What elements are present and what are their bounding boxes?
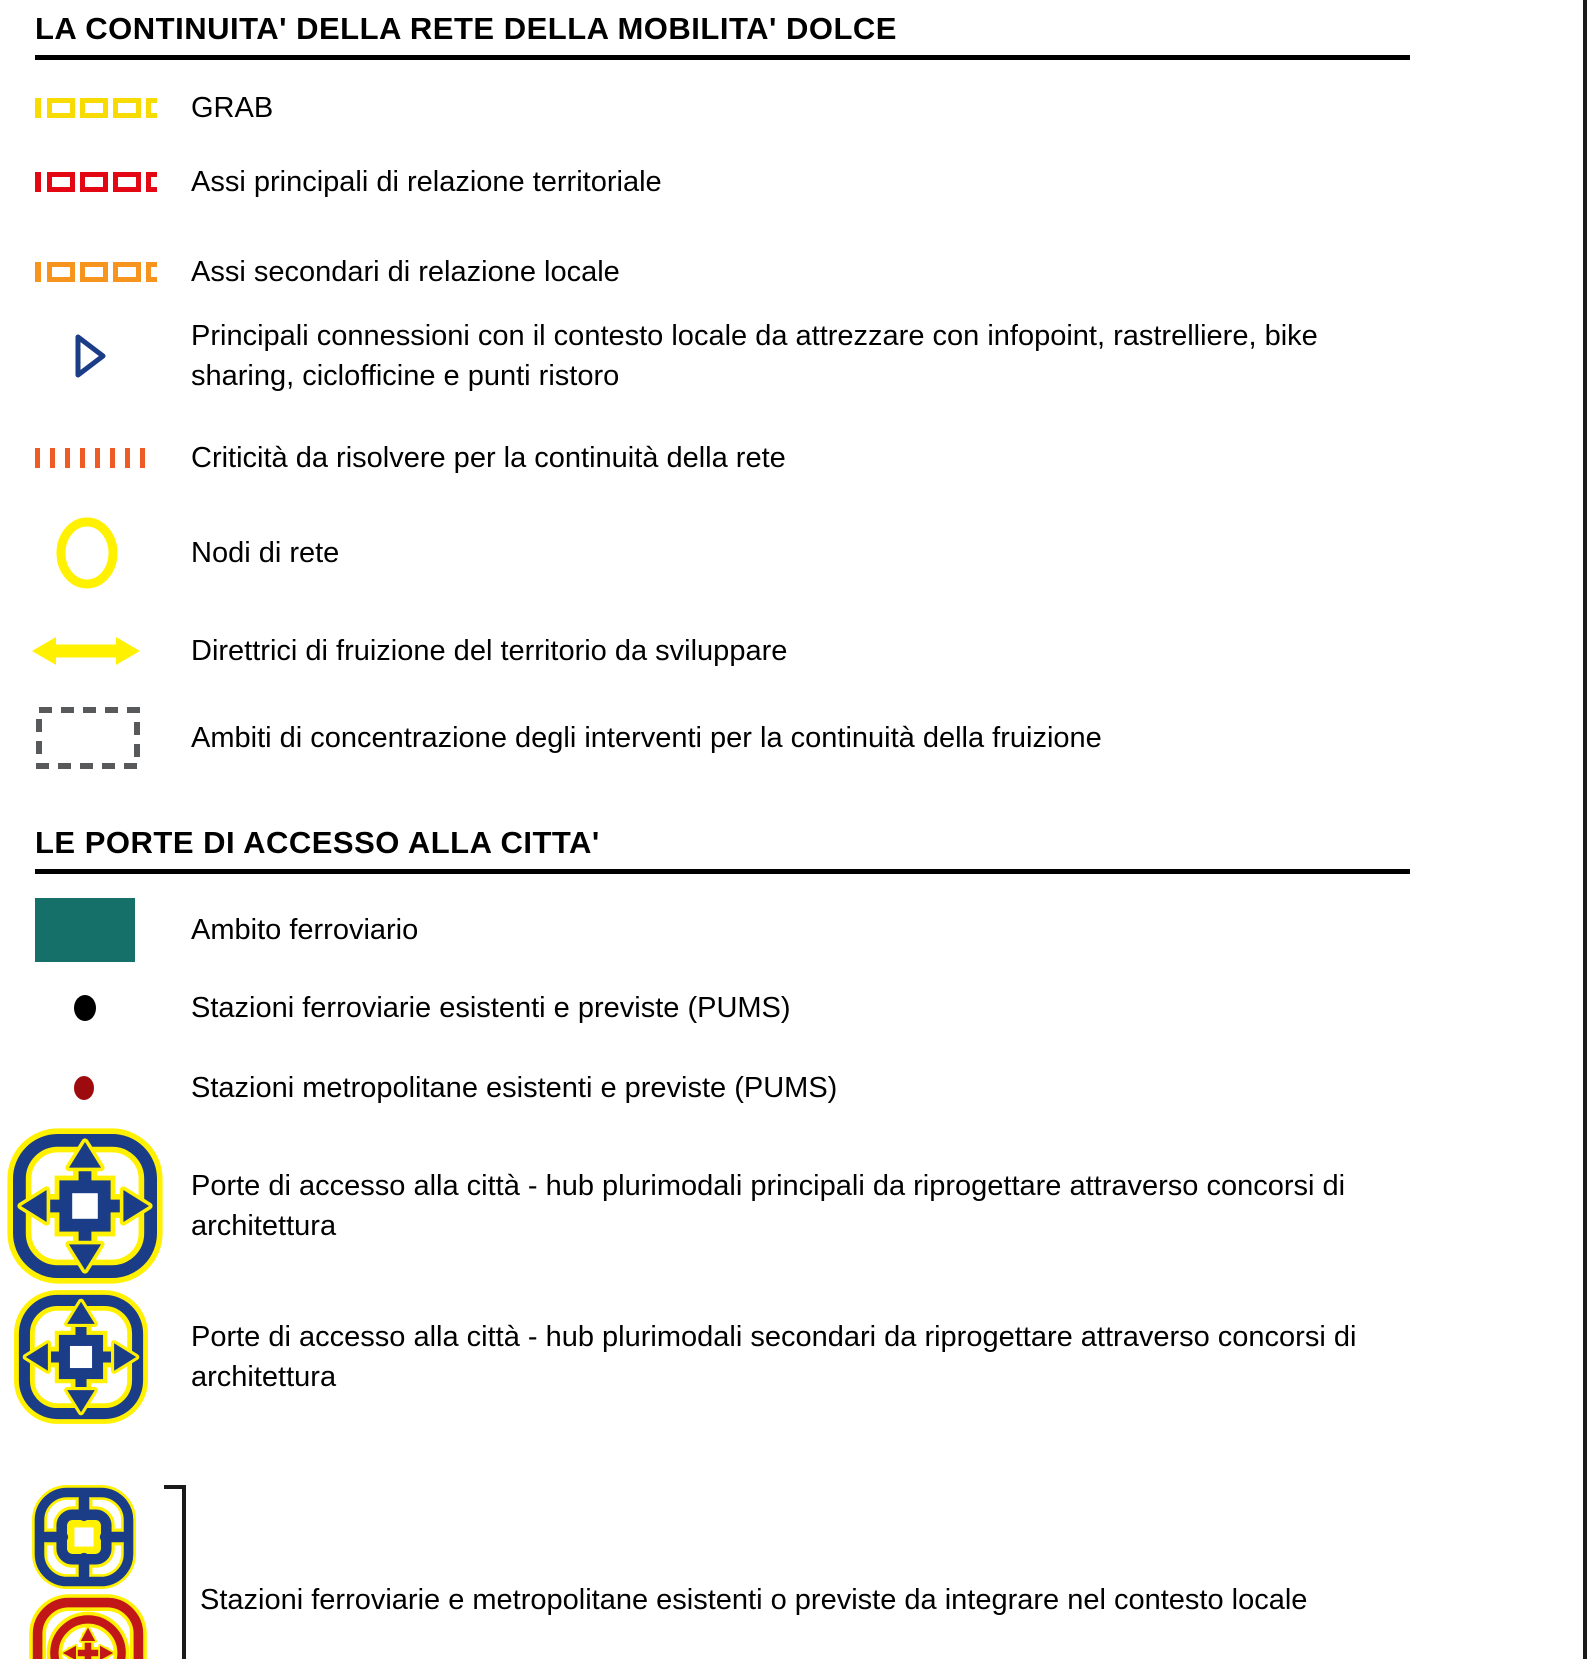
dashed-rectangle-icon — [35, 706, 141, 770]
section-divider — [35, 55, 1410, 60]
station-icons-stack — [28, 1484, 148, 1659]
legend-item-direttrici — [0, 630, 1583, 672]
connection-triangle-icon — [75, 334, 107, 378]
legend-item-label: Principali connessioni con il contesto locale da attrezzare con infopoint, rastrelliere, bike sharing, ciclofficine e punti ristoro — [191, 320, 1318, 392]
legend-item-ambito-ferroviario — [0, 898, 1583, 962]
railway-station-dot-icon — [72, 993, 98, 1023]
legend-item-stazioni-ferroviarie — [0, 988, 1583, 1028]
legend-item-label: Stazioni ferroviarie e metropolitane esistenti o previste da integrare nel contesto locale — [200, 1584, 1308, 1616]
legend-item-label: Ambito ferroviario — [191, 914, 419, 946]
legend-item-assi-secondari — [0, 252, 1583, 292]
legend-item-label: GRAB — [191, 92, 274, 124]
primary-axes-dashed-line-icon — [35, 170, 157, 194]
criticality-tick-marks-icon — [35, 448, 145, 468]
primary-hub-arrows-square-icon — [5, 1126, 165, 1286]
section-title-mobilita-dolce: LA CONTINUITA' DELLA RETE DELLA MOBILITA' DOLCE — [35, 11, 897, 46]
legend-item-label: Stazioni metropolitane esistenti e previste (PUMS) — [191, 1072, 838, 1104]
secondary-hub-arrows-square-icon — [12, 1288, 150, 1426]
legend-item-assi-principali — [0, 162, 1583, 202]
double-arrow-icon — [30, 630, 142, 672]
section-divider — [35, 869, 1410, 874]
metro-station-dot-icon — [72, 1074, 96, 1102]
legend-item-label: Nodi di rete — [191, 537, 340, 569]
legend-item-stazioni-metropolitane — [0, 1068, 1583, 1108]
legend-item-label: Porte di accesso alla città - hub plurimodali secondari da riprogettare attraverso concorsi di architettura — [191, 1321, 1357, 1393]
grouping-bracket — [162, 1484, 188, 1659]
legend-item-label: Stazioni ferroviarie esistenti e previste (PUMS) — [191, 992, 791, 1024]
metro-station-arrows-circle-icon — [28, 1590, 148, 1659]
section-title-porte-accesso: LE PORTE DI ACCESSO ALLA CITTA' — [35, 825, 600, 860]
railway-area-swatch — [35, 898, 135, 962]
legend-item-grab — [0, 88, 1583, 128]
grab-dashed-line-icon — [35, 96, 157, 120]
legend-item-label: Criticità da risolvere per la continuità della rete — [191, 442, 786, 474]
secondary-axes-dashed-line-icon — [35, 260, 157, 284]
legend-item-connessioni — [0, 316, 1583, 396]
legend-item-label: Assi principali di relazione territoriale — [191, 166, 662, 198]
legend-item-ambiti — [0, 706, 1583, 770]
legend-item-criticita — [0, 438, 1583, 478]
legend-item-label: Direttrici di fruizione del territorio da sviluppare — [191, 635, 788, 667]
legend-item-label: Ambiti di concentrazione degli interventi per la continuità della fruizione — [191, 722, 1102, 754]
legend-item-hub-secondari — [0, 1288, 1583, 1426]
network-node-circle-icon — [55, 516, 119, 590]
railway-station-cross-square-icon — [28, 1484, 140, 1590]
legend-item-hub-principali — [0, 1126, 1583, 1286]
legend-item-stazioni-da-integrare — [0, 1484, 1583, 1659]
legend-item-nodi — [0, 516, 1583, 590]
legend-item-label: Porte di accesso alla città - hub plurimodali principali da riprogettare attraverso concorsi di architettura — [191, 1170, 1346, 1242]
legend-item-label: Assi secondari di relazione locale — [191, 256, 620, 288]
